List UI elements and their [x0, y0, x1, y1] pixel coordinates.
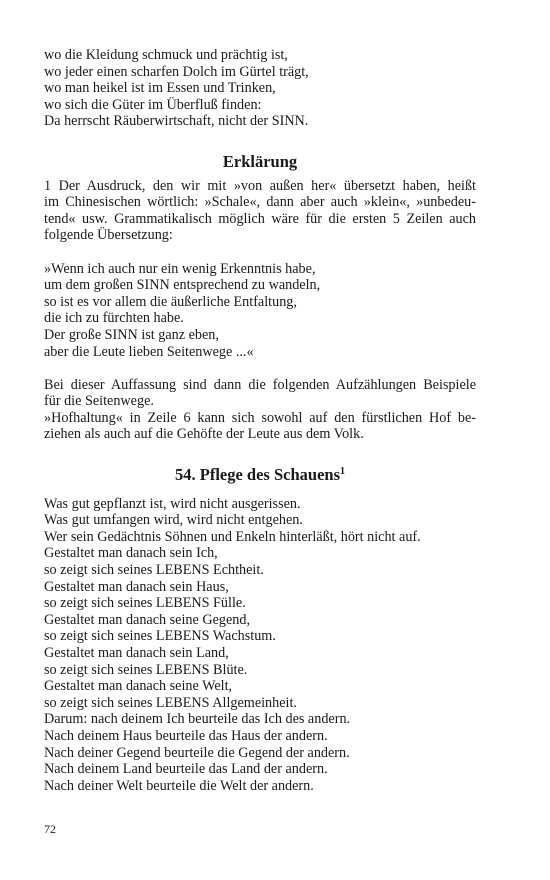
quote-line: die ich zu fürchten habe. [44, 310, 184, 327]
page-content [44, 47, 476, 794]
chapter-line: Nach deiner Gegend beurteile die Gegend der andern. [44, 744, 350, 761]
footnote-marker: 1 [340, 466, 345, 478]
quote-line: Der große SINN ist ganz eben, [44, 326, 219, 343]
chapter-line: Was gut umfangen wird, wird nicht entgehen. [44, 512, 303, 529]
text-line: im Chinesischen wörtlich: »Schale«, dann aber auch »klein«, »unbedeu- [44, 194, 476, 211]
chapter-poem [44, 496, 476, 795]
poem-line: wo sich die Güter im Überfluß finden: [44, 96, 262, 113]
poem-line: wo man heikel ist im Essen und Trinken, [44, 80, 276, 97]
chapter-line: so zeigt sich seines LEBENS Wachstum. [44, 628, 276, 645]
chapter-line: so zeigt sich seines LEBENS Echtheit. [44, 562, 264, 579]
chapter-line: Gestaltet man danach seine Welt, [44, 678, 233, 695]
chapter-title: 54. Pflege des Schauens [175, 465, 340, 485]
page-number: 72 [44, 822, 56, 836]
quote-block [44, 261, 476, 361]
quote-line: aber die Leute lieben Seitenwege ...« [44, 343, 254, 360]
chapter-line: Nach deinem Land beurteile das Land der andern. [44, 761, 328, 778]
chapter-line: so zeigt sich seines LEBENS Fülle. [44, 595, 246, 612]
chapter-line: so zeigt sich seines LEBENS Blüte. [44, 661, 248, 678]
chapter-line: Darum: nach deinem Ich beurteile das Ich des andern. [44, 711, 351, 728]
chapter-line: Gestaltet man danach sein Land, [44, 645, 229, 661]
chapter-line: Wer sein Gedächtnis Söhnen und Enkeln hinterläßt, hört nicht auf. [44, 528, 421, 545]
text-line: tend« usw. Grammatikalisch möglich wäre für die ersten 5 Zeilen auch [44, 210, 476, 227]
quote-line: um dem großen SINN entsprechend zu wandeln, [44, 277, 321, 294]
quote-line: »Wenn ich auch nur ein wenig Erkenntnis habe, [44, 260, 316, 277]
chapter-heading [44, 467, 476, 484]
quote-line: so ist es vor allem die äußerliche Entfaltung, [44, 293, 297, 310]
poem-line: wo die Kleidung schmuck und prächtig ist, [44, 47, 288, 63]
text-line: folgende Übersetzung: [44, 227, 173, 244]
text-line: 1 Der Ausdruck, den wir mit »von außen her« übersetzt haben, heißt [44, 177, 476, 194]
text-line: für die Seitenwege. [44, 393, 154, 410]
poem-line: wo jeder einen scharfen Dolch im Gürtel trägt, [44, 63, 309, 80]
erklaerung-heading: Erklärung [222, 151, 298, 171]
text-line: Bei dieser Auffassung sind dann die folgenden Aufzählungen Beispiele [44, 376, 476, 393]
erklaerung-paragraph-2 [44, 377, 476, 443]
chapter-line: Nach deinem Haus beurteile das Haus der andern. [44, 727, 328, 744]
erklaerung-paragraph-1 [44, 178, 476, 244]
chapter-line: so zeigt sich seines LEBENS Allgemeinheit. [44, 694, 297, 711]
chapter-line: Gestaltet man danach sein Ich, [44, 545, 218, 562]
chapter-line: Gestaltet man danach sein Haus, [44, 578, 229, 595]
text-line: ziehen als auch auf die Gehöfte der Leute aus dem Volk. [44, 426, 364, 443]
chapter-line: Nach deiner Welt beurteile die Welt der andern. [44, 777, 314, 794]
top-poem [44, 47, 476, 130]
text-line: »Hofhaltung« in Zeile 6 kann sich sowohl auf den fürstlichen Hof be- [44, 409, 476, 426]
chapter-line: Gestaltet man danach seine Gegend, [44, 611, 251, 628]
poem-line: Da herrscht Räuberwirtschaft, nicht der SINN. [44, 113, 309, 130]
chapter-line: Was gut gepflanzt ist, wird nicht ausgerissen. [44, 495, 301, 512]
